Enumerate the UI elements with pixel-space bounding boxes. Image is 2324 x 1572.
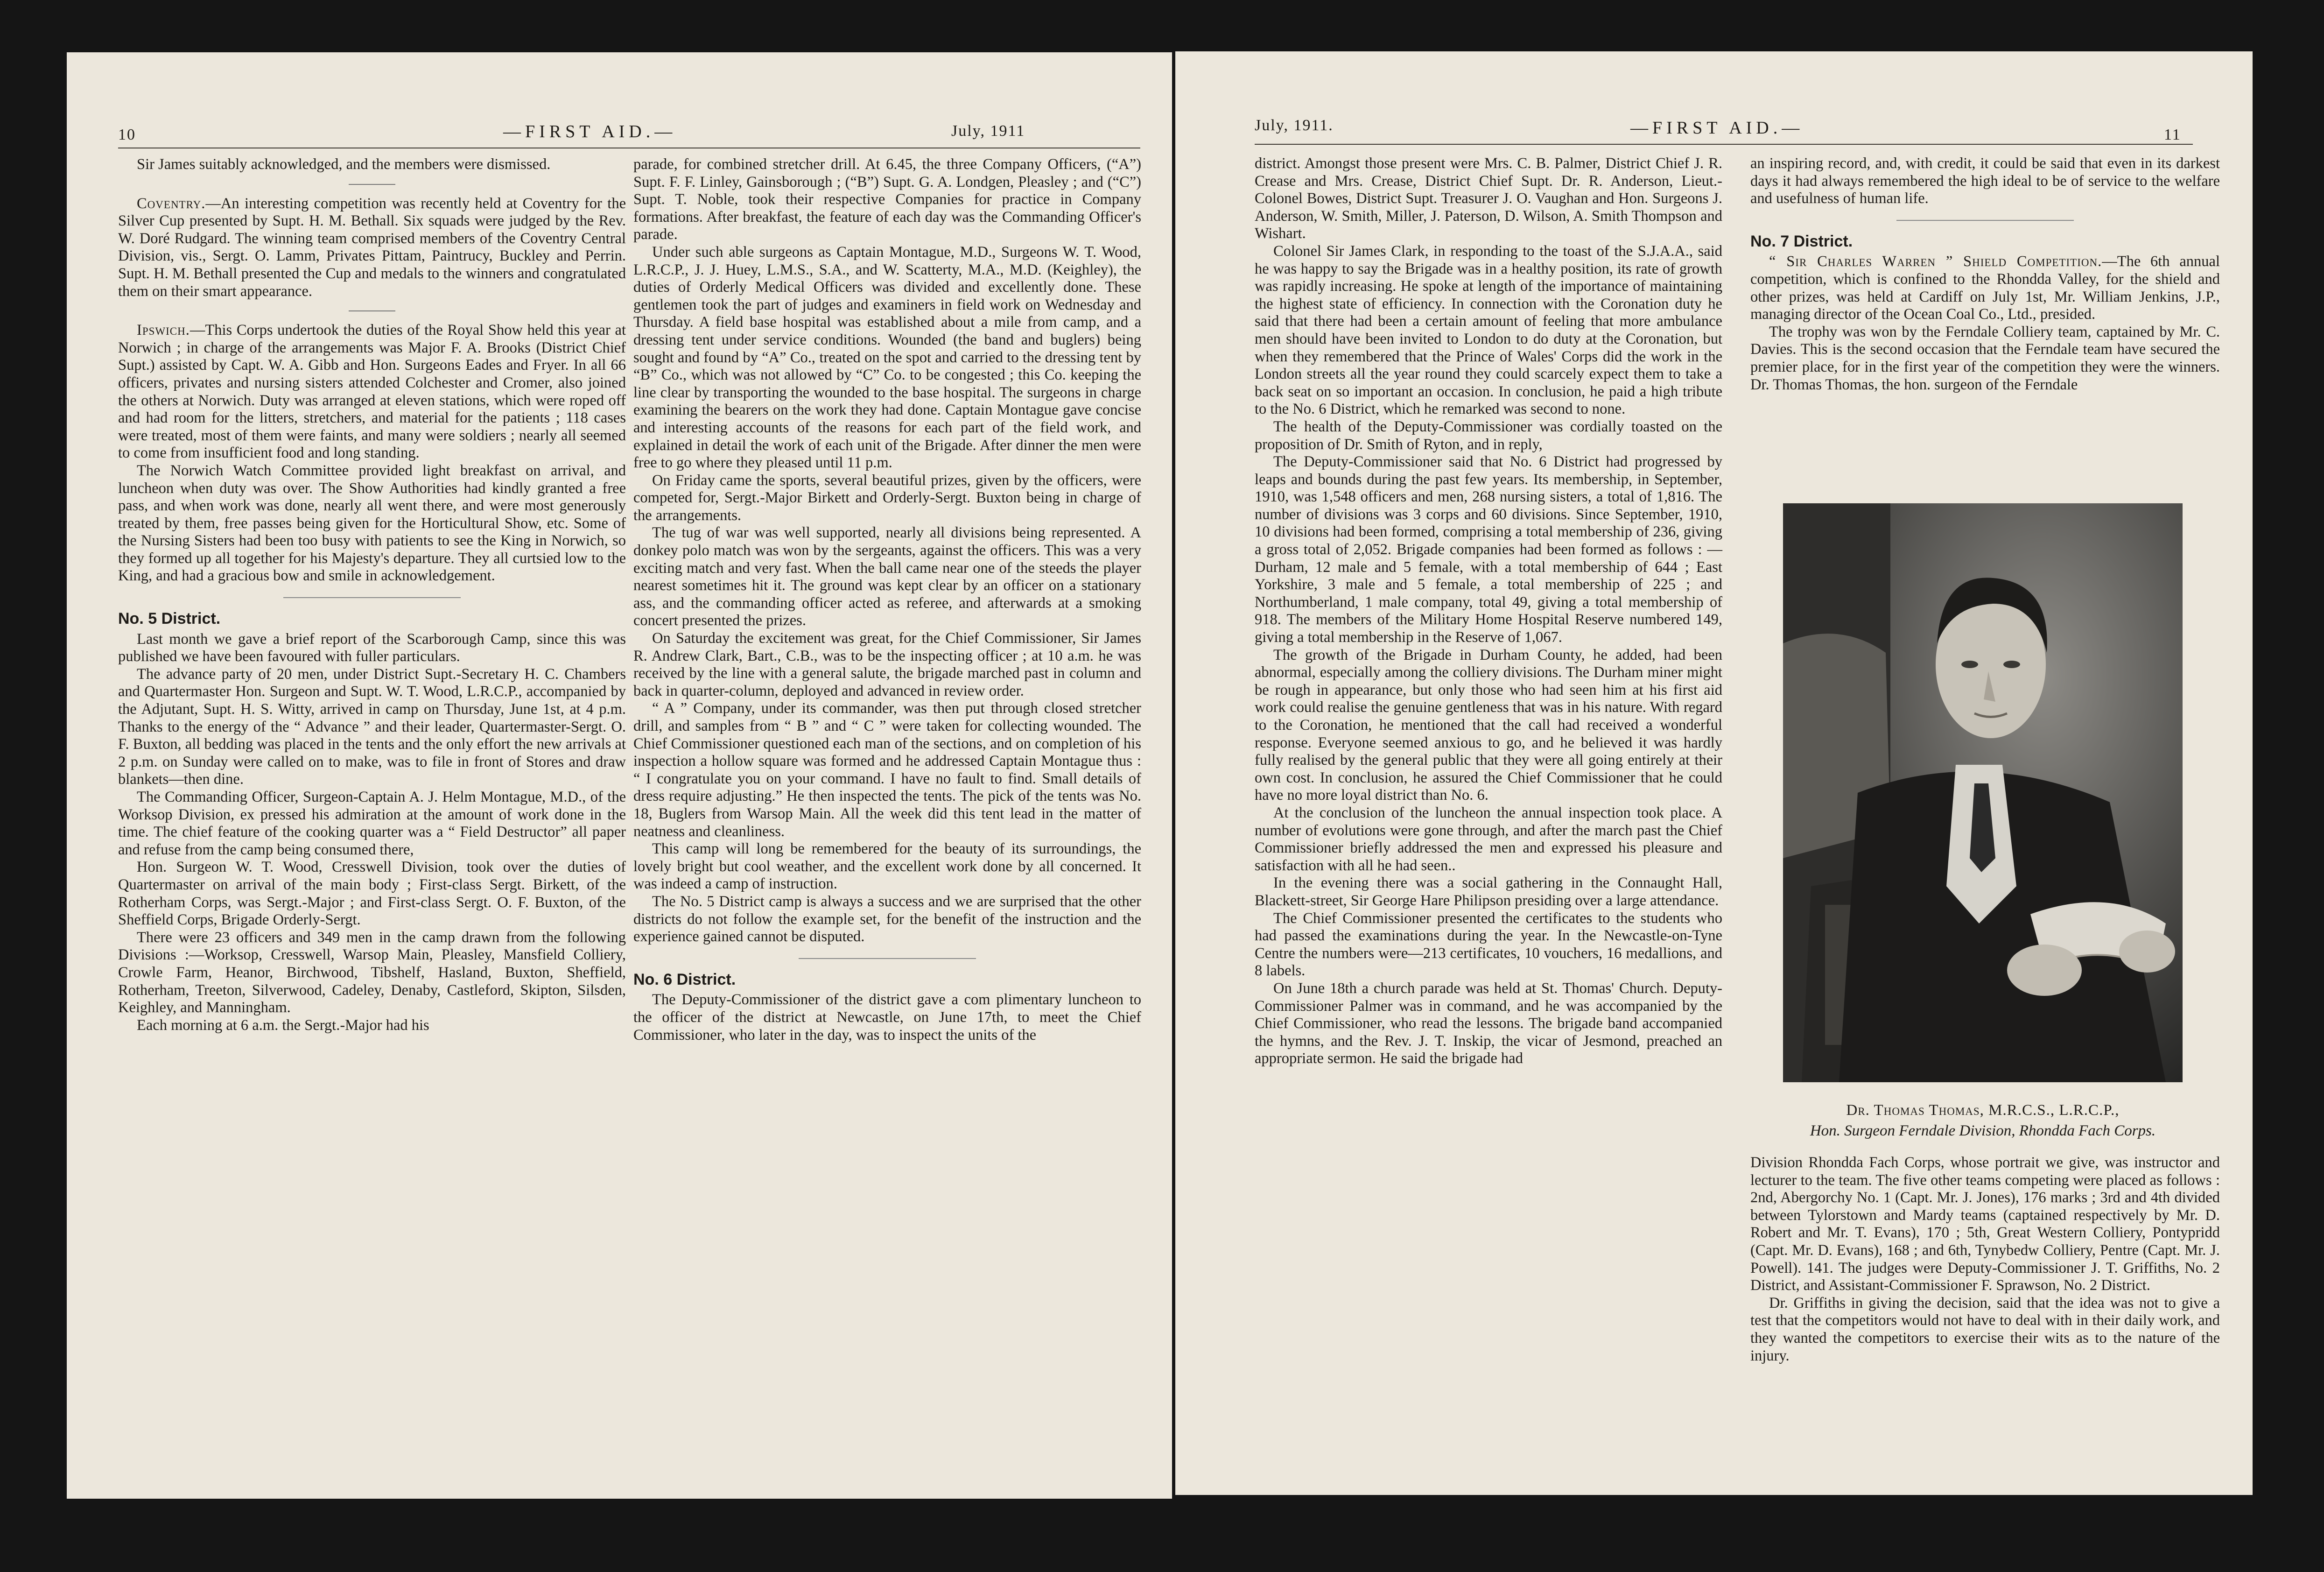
right-column-1 [1255, 155, 1722, 1068]
paragraph: Each morning at 6 a.m. the Sergt.-Major had his [137, 1016, 429, 1034]
caption-title: Hon. Surgeon Ferndale Division, Rhondda Fach Corps. [1810, 1122, 2156, 1139]
paragraph-coventry [118, 195, 626, 301]
section-heading: No. 5 District. [118, 610, 221, 628]
paragraph: On Saturday the excitement was great, for the Chief Commissioner, Sir James R. Andrew Clark, Bart., C.B., was to be the inspecting officer ; at 10 a.m. he was received by the line with a general salute, the brigade marched past in column and back in quarter-column, deployed and advanced in review order. [633, 630, 1141, 699]
running-head: —FIRST AID.— [503, 122, 677, 141]
paragraph: At the conclusion of the luncheon the annual inspection took place. A number of evolutions were gone through, and after the march past the Chief Commissioner briefly addressed the men and expressed his pleasure and satisfaction with all he had seen.. [1255, 804, 1722, 874]
header-rule [1255, 144, 2193, 145]
caption-name: Dr. Thomas Thomas, M.R.C.S., L.R.C.P., [1846, 1102, 2120, 1119]
paragraph-text: —An interesting competition was recently held at Coventry for the Silver Cup presented by Supt. H. M. Bethall. Six squads were judged by the Rev. W. Doré Rudgard. The winning team comprised members of the Coventry Central Division, vis., Sergt. O. Lamm, Privates Pittam, Paintrucy, Buckley and Perrin. Supt. H. M. Bethall presented the Cup and medals to the winners and congratulated them on their smart appearance. [118, 195, 626, 300]
paragraph: an inspiring record, and, with credit, it could be said that even in its darkest days it had always remembered the high ideal to be of service to the welfare and usefulness of human life. [1750, 155, 2220, 207]
paragraph: Division Rhondda Fach Corps, whose portrait we give, was instructor and lecturer to the team. The five other teams competing were placed as follows : 2nd, Abergorchy No. 1 (Capt. Mr. J. Jones), 176 marks ; 3rd and 4th divided between Tylorstown and Mardy teams (captained respectively by Mr. D. Robert and Mr. T. Evans), 170 ; 5th, Great Western Colliery, Pontypridd (Capt. Mr. D. Evans), 168 ; and 6th, Tynybedw Colliery, Pentre (Capt. Mr. J. Powell). 141. The judges were Deputy-Commissioner J. T. Griffiths, No. 2 District, and Assistant-Commissioner F. Sprawson, No. 2 District. [1750, 1154, 2220, 1294]
paragraph: On June 18th a church parade was held at St. Thomas' Church. Deputy-Commissioner Palmer was in command, and he was accompanied by the Chief Commissioner, who read the lessons. The brigade band accompanied the hymns, and the Rev. J. T. Inskip, the vicar of Jesmond, preached an appropriate sermon. He said the brigade had [1255, 980, 1722, 1067]
paragraph: district. Amongst those present were Mrs. C. B. Palmer, District Chief J. R. Crease and Mrs. Crease, District Chief Supt. Dr. R. Anderson, Lieut.-Colonel Bowes, District Supt. Treasurer J. O. Vaughan and Hon. Surgeons J. Anderson, W. Smith, Miller, J. Paterson, D. Wilson, A. Smith Thompson and Wishart. [1255, 155, 1722, 242]
section-divider [799, 958, 976, 959]
paragraph: Dr. Griffiths in giving the decision, said that the idea was not to give a test that the competitors would not have to deal with in their daily work, and they wanted the competitors to exercise their wits as to the nature of the injury. [1750, 1294, 2220, 1364]
portrait-photo [1783, 503, 2183, 1082]
section-heading: No. 6 District. [633, 970, 736, 988]
paragraph: The trophy was won by the Ferndale Colliery team, captained by Mr. C. Davies. This is the second occasion that the Ferndale team have secured the premier place, for in the first year of the competition they were the winners. Dr. Thomas Thomas, the hon. surgeon of the Ferndale [1750, 323, 2220, 393]
paragraph: The Commanding Officer, Surgeon-Captain A. J. Helm Montague, M.D., of the Worksop Division, ex pressed his admiration at the amount of work done in the time. The chief feature of the cooking quarter was a “ Field Destructor” all paper and refuse from the camp being consumed there, [118, 789, 626, 858]
paragraph: There were 23 officers and 349 men in the camp drawn from the following Divisions :—Worksop, Cresswell, Warsop Main, Pleasley, Mansfield Colliery, Crowle Farm, Heanor, Birchwood, Tibshelf, Hasland, Buxton, Sheffield, Rotherham, Treeton, Silverwood, Cadeley, Denaby, Castleford, Skipton, Silsden, Keighley, and Manningham. [118, 929, 626, 1016]
paragraph: The growth of the Brigade in Durham County, he added, had been abnormal, especially among the colliery divisions. The Durham miner might be rough in appearance, but only those who had seen him at his first aid work could realise the genuine gentleness that was in his nature. With regard to the Coronation, he mentioned that the call had received a wonderful response. Everyone seemed anxious to go, and he believed it was hardly fully realised by the general public that they were all going entirely at their own cost. In conclusion, he assured the Chief Commissioner that he could have no more loyal district than No. 6. [1255, 646, 1722, 804]
issue-date: July, 1911. [1255, 117, 1334, 134]
paragraph: “ A ” Company, under its commander, was then put through closed stretcher drill, and samples from “ B ” and “ C ” were taken for collecting wounded. The Chief Commissioner questioned each man of the sections, and on completion of his inspection a hollow square was formed and he addressed Captain Montague thus : “ I congratulate you on your command. I have no fault to find. Small details of dress require adjusting.” He then inspected the tents. The pick of the tents was No. 18, Buglers from Warsop Main. All the week did this tent lead in the matter of neatness and cleanliness. [633, 700, 1141, 840]
run-in-heading: “ Sir Charles Warren ” Shield Competition. [1769, 253, 2102, 270]
paragraph: This camp will long be remembered for the beauty of its surroundings, the lovely bright but cool weather, and the excellent work done by all concerned. It was indeed a camp of instruction. [633, 840, 1141, 893]
photo-caption [1749, 1100, 2216, 1141]
paragraph: The Deputy-Commissioner of the district gave a com plimentary luncheon to the officer of the district at Newcastle, on June 17th, to meet the Chief Commissioner, who later in the day, was to inspect the units of the [633, 991, 1141, 1043]
left-column-2 [633, 156, 1141, 1044]
section-divider [1896, 220, 2074, 221]
paragraph: Colonel Sir James Clark, in responding to the toast of the S.J.A.A., said he was happy to say the Brigade was in a healthy position, its rate of growth was rapidly increasing. He spoke at length of the importance of maintaining the highest state of efficiency. In connection with the Coronation duty he said that there had been a certain amount of feeling that more ambulance men should have been invited to London to do duty at the Coronation, but when they remembered that the Prince of Wales' Corps did the work in the London streets all the year round they could scarcely expect them to take a back seat on so important an occasion. In conclusion, he paid a high tribute to the No. 6 District, which he remarked was second to none. [1255, 242, 1722, 418]
issue-date: July, 1911 [951, 122, 1025, 140]
right-page [1175, 51, 2253, 1495]
section-divider [349, 310, 395, 311]
page-number: 10 [118, 126, 136, 143]
paragraph: Hon. Surgeon W. T. Wood, Cresswell Division, took over the duties of Quartermaster on arrival of the main body ; First-class Sergt. Birkett, of the Rotherham Corps, was Sergt.-Major ; and First-class Sergt. O. F. Buxton, of the Sheffield Corps, Brigade Orderly-Sergt. [118, 859, 626, 929]
paragraph-text: —The 6th annual competition, which is confined to the Rhondda Valley, for the shield and other prizes, was held at Cardiff on July 1st, Mr. William Jenkins, J.P., managing director of the Ocean Coal Co., Ltd., presided. [1750, 253, 2220, 323]
paragraph-shield [1750, 253, 2220, 323]
paragraph-text: —This Corps undertook the duties of the Royal Show held this year at Norwich ; in charge of the arrangements was Major F. A. Brooks (District Chief Supt.) assisted by Capt. W. A. Gibb and Hon. Surgeons Eades and Fryer. In all 66 officers, privates and nursing sisters attended Colchester and Cromer, also joined the others at Norwich. Duty was arranged at eleven stations, which were roped off and had room for the litters, stretchers, and material for the patients ; 118 cases were treated, most of them were faints, and many were soldiers ; nearly all seemed to come from insufficient food and long standing. [118, 322, 626, 462]
portrait-image [1783, 503, 2183, 1082]
paragraph: The Norwich Watch Committee provided light breakfast on arrival, and luncheon when duty was over. The Show Authorities had kindly granted a free pass, and when work was done, nearly all went there, and were most generously treated by them, free passes being given for the Horticultural Show, etc. Some of the Nursing Sisters had been too busy with patients to see the King in Norwich, so they formed up all together for his Majesty's departure. They all curtsied low to the King, and had a gracious bow and smile in acknowledgement. [118, 462, 626, 585]
paragraph: parade, for combined stretcher drill. At 6.45, the three Company Officers, (“A”) Supt. F. F. Linley, Gainsborough ; (“B”) Supt. G. A. Londgen, Pleasley ; and (“C”) Supt. T. Noble, took their respective Companies for practice in Company formations. After breakfast, the feature of each day was the Commanding Officer's parade. [633, 156, 1141, 243]
paragraph: The health of the Deputy-Commissioner was cordially toasted on the proposition of Dr. Smith of Ryton, and in reply, [1255, 418, 1722, 453]
paragraph: The Deputy-Commissioner said that No. 6 District had progressed by leaps and bounds during the past few years. Its membership, in September, 1910, was 1,548 officers and men, 268 nursing sisters, a total of 1,816. The number of divisions was 3 corps and 60 divisions. Since September, 1910, 10 divisions had been formed, comprising a total membership of 236, giving a gross total of 2,052. Brigade companies had been formed as follows : —Durham, 12 male and 5 female, with a total membership of 644 ; East Yorkshire, 3 male and 5 female, a total membership of 225 ; and Northumberland, 1 male company, total 49, giving a total membership of 918. The members of the Military Home Hospital Reserve numbered 149, giving a total membership in the Reserve of 1,067. [1255, 453, 1722, 646]
run-in-heading: Coventry. [137, 195, 206, 212]
section-divider [349, 184, 395, 185]
section-divider [283, 597, 461, 598]
paragraph: Last month we gave a brief report of the Scarborough Camp, since this was published we have been favoured with fuller particulars. [118, 630, 626, 665]
section-heading: No. 7 District. [1750, 232, 1853, 250]
paragraph: Under such able surgeons as Captain Montague, M.D., Surgeons W. T. Wood, L.R.C.P., J. J. Huey, L.M.S., S.A., and W. Scatterty, M.A., M.D. (Keighley), the duties of Orderly Medical Officers was divided and excellently done. These gentlemen took the part of judges and examiners in field work on Wednesday and Thursday. A field base hospital was established about a mile from camp, and a dressing tent under service conditions. Wounded (the band and buglers) being sought and found by “A” Co., treated on the spot and carried to the dressing tent by “B” Co., which was not allowed by “C” Co. to be congested ; this Co. keeping the line clear by transporting the wounded to the base hospital. The surgeons in charge examining the bearers on the work they had done. Captain Montague gave concise and interesting accounts of the reasons for each part of the field work, and explained in detail the work of each unit of the Brigade. After dinner the men were free to go where they pleased until 11 p.m. [633, 243, 1141, 472]
run-in-heading: Ipswich. [137, 322, 190, 339]
paragraph: In the evening there was a social gathering in the Connaught Hall, Blackett-street, Sir George Hare Philipson presiding over a large attendance. [1255, 874, 1722, 909]
paragraph: The tug of war was well supported, nearly all divisions being represented. A donkey polo match was won by the sergeants, against the officers. This was a very exciting match and very fast. When the ball came near one of the steeds the player nearest sometimes hit it. The ground was kept clear by an officer on a stationary ass, and the commanding officer acted as referee, and afterwards at a smoking concert presented the prizes. [633, 524, 1141, 629]
paragraph: The Chief Commissioner presented the certificates to the students who had passed the examinations during the year. In the Newcastle-on-Tyne Centre the numbers were—213 certificates, 10 vouchers, 16 medallions, and 8 labels. [1255, 909, 1722, 980]
left-page [67, 52, 1172, 1499]
paragraph: The No. 5 District camp is always a success and we are surprised that the other districts do not follow the example set, for the benefit of the instruction and the experience gained cannot be disputed. [633, 893, 1141, 945]
paragraph: On Friday came the sports, several beautiful prizes, given by the officers, were competed for, Sergt.-Major Birkett and Orderly-Sergt. Buxton being in charge of the arrangements. [633, 472, 1141, 524]
page-number: 11 [2164, 126, 2181, 143]
right-column-2-bottom [1750, 1154, 2220, 1365]
paragraph-ipswich [118, 322, 626, 462]
paragraph: Sir James suitably acknowledged, and the members were dismissed. [137, 156, 551, 173]
paragraph: The advance party of 20 men, under District Supt.-Secretary H. C. Chambers and Quartermaster Hon. Surgeon and Supt. W. T. Wood, L.R.C.P., accompanied by the Adjutant, Supt. H. S. Witty, arrived in camp on Thursday, June 1st, at 4 p.m. Thanks to the energy of the “ Advance ” and their leader, Quartermaster-Sergt. O. F. Buxton, all bedding was placed in the tents and the only effort the new arrivals at 2 p.m. on Sunday were called on to make, was to file in front of Stores and draw blankets—then dine. [118, 665, 626, 788]
left-column-1 [118, 156, 626, 1034]
right-column-2-top [1750, 155, 2220, 394]
running-head: —FIRST AID.— [1630, 118, 1804, 138]
